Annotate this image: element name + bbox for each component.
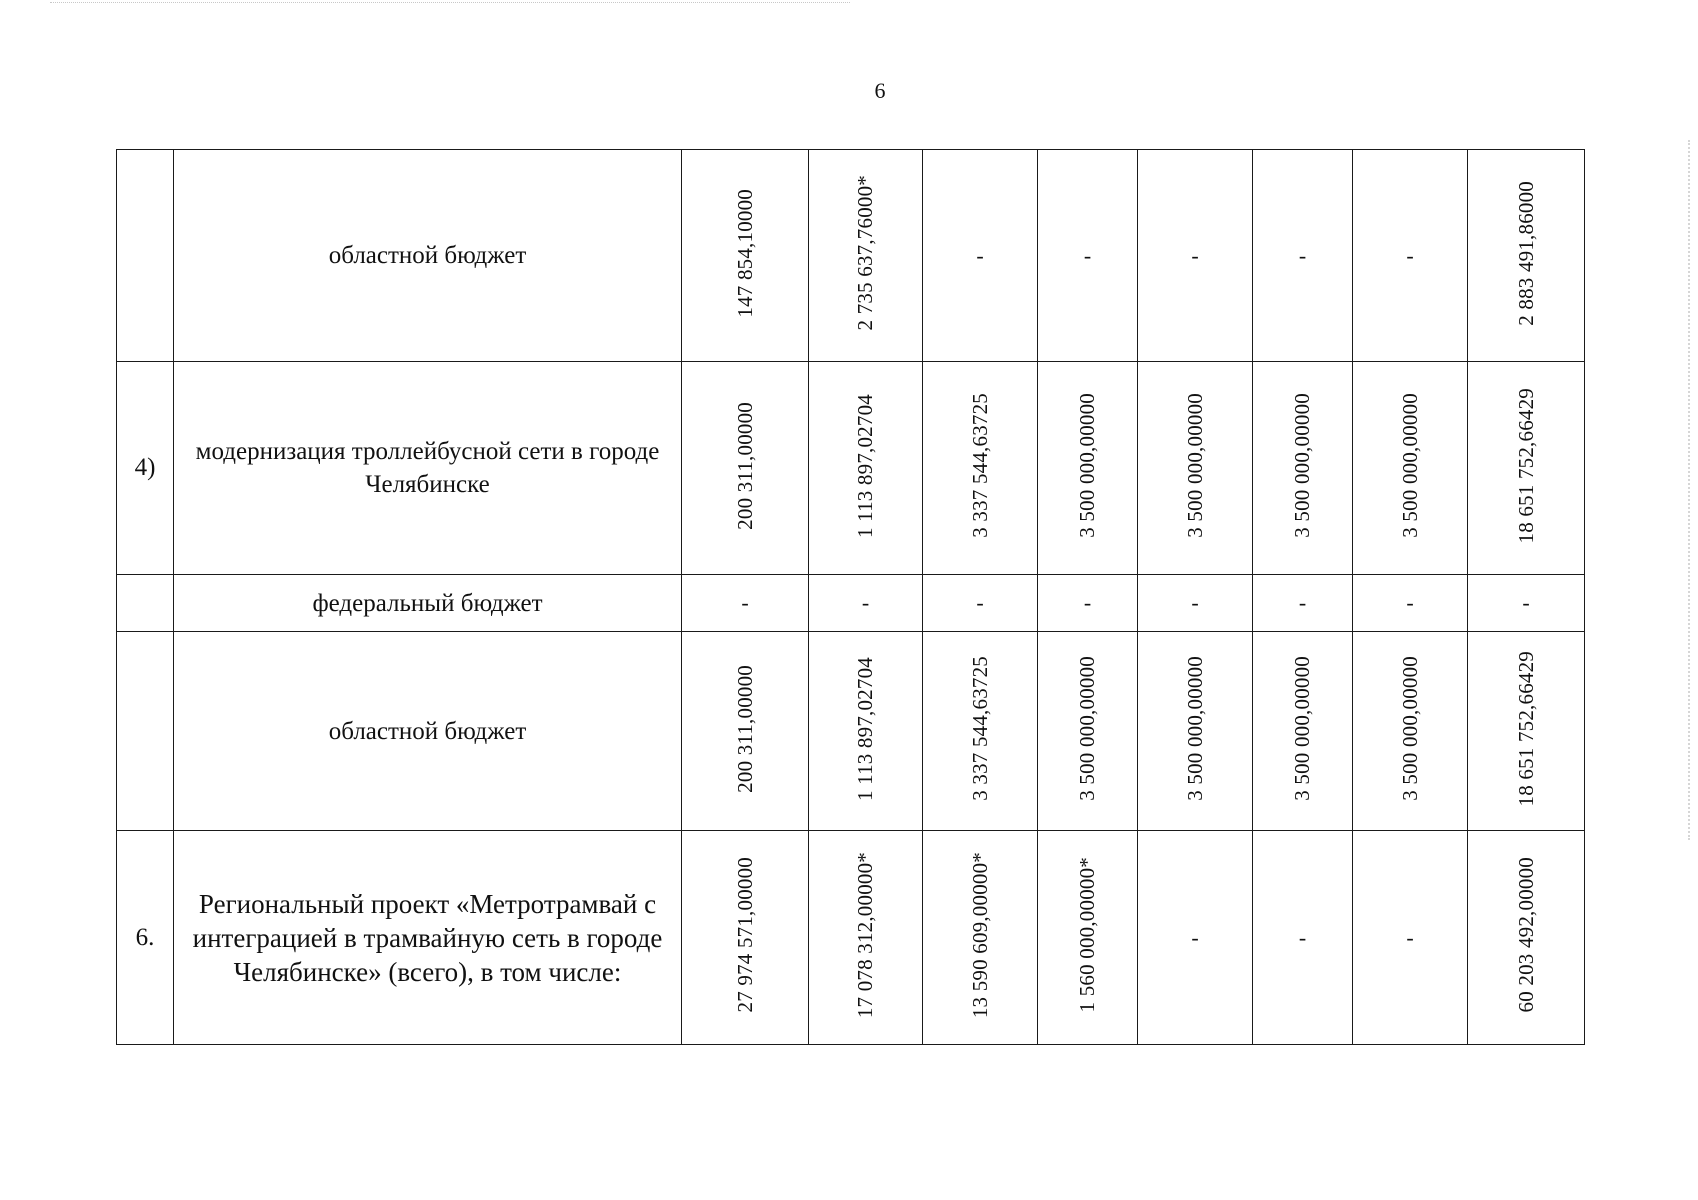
value-text: 147 854,10000 xyxy=(732,188,757,318)
value-text: 18 651 752,66429 xyxy=(1513,650,1538,807)
value-cell xyxy=(1253,150,1353,362)
value-text: - xyxy=(1298,924,1307,950)
value-cell xyxy=(923,632,1038,831)
table-row xyxy=(117,632,1585,831)
value-cell xyxy=(1138,575,1253,632)
budget-table xyxy=(116,149,1585,1045)
value-cell xyxy=(1468,831,1585,1045)
value-cell xyxy=(1468,632,1585,831)
value-cell xyxy=(1138,362,1253,575)
value-text: 2 735 637,76000* xyxy=(853,175,877,331)
value-cell xyxy=(1038,831,1138,1045)
value-cell xyxy=(809,632,923,831)
value-text: - xyxy=(976,242,984,268)
value-cell xyxy=(682,362,809,575)
value-text: - xyxy=(861,590,870,615)
value-text: - xyxy=(1406,590,1414,615)
value-cell xyxy=(1353,831,1468,1045)
value-text: 3 337 544,63725 xyxy=(967,656,992,801)
value-cell xyxy=(682,831,809,1045)
value-text: - xyxy=(1406,242,1414,268)
value-text: - xyxy=(1406,924,1414,950)
value-text: - xyxy=(741,590,749,615)
value-cell xyxy=(1038,575,1138,632)
value-cell xyxy=(682,632,809,831)
value-text: 13 590 609,00000* xyxy=(967,851,992,1019)
value-cell xyxy=(1253,575,1353,632)
value-text: - xyxy=(1522,590,1530,615)
page-number: 6 xyxy=(874,78,886,103)
value-text: - xyxy=(1191,590,1199,615)
value-cell xyxy=(923,575,1038,632)
row-number xyxy=(117,575,174,632)
value-cell xyxy=(809,150,923,362)
value-text: 1 113 897,02704 xyxy=(853,393,877,538)
row-number: 6. xyxy=(117,831,174,1045)
value-text: 3 500 000,00000 xyxy=(1290,656,1314,801)
value-text: - xyxy=(1191,924,1199,950)
value-text: 3 500 000,00000 xyxy=(1075,656,1099,801)
value-cell xyxy=(1353,575,1468,632)
value-cell xyxy=(923,362,1038,575)
row-number: 4) xyxy=(117,362,174,575)
value-text: 3 500 000,00000 xyxy=(1075,393,1099,538)
scan-artifact-right xyxy=(1688,140,1696,840)
value-text: 3 500 000,00000 xyxy=(1182,656,1207,801)
value-text: 1 560 000,00000* xyxy=(1075,857,1099,1013)
value-text: - xyxy=(1083,590,1092,615)
value-text: 17 078 312,00000* xyxy=(853,851,877,1019)
value-text: - xyxy=(976,590,984,615)
value-text: 2 883 491,86000 xyxy=(1513,180,1538,326)
value-text: 18 651 752,66429 xyxy=(1513,387,1538,544)
value-text: 3 500 000,00000 xyxy=(1397,656,1422,801)
row-number xyxy=(117,632,174,831)
value-cell xyxy=(1138,632,1253,831)
value-cell xyxy=(1468,150,1585,362)
value-cell xyxy=(1468,362,1585,575)
value-cell xyxy=(1253,831,1353,1045)
value-text: 1 113 897,02704 xyxy=(853,656,877,801)
value-cell xyxy=(1038,150,1138,362)
value-text: 3 500 000,00000 xyxy=(1290,393,1314,538)
scan-artifact-top xyxy=(50,2,850,7)
table-row xyxy=(117,831,1585,1045)
value-text: - xyxy=(1298,242,1307,268)
value-cell xyxy=(682,575,809,632)
value-text: - xyxy=(1298,590,1307,615)
value-cell xyxy=(682,150,809,362)
value-cell xyxy=(809,831,923,1045)
row-name: модернизация троллейбусной сети в городе Челябинске xyxy=(174,362,682,575)
value-text: 200 311,00000 xyxy=(732,401,757,530)
value-cell xyxy=(1038,632,1138,831)
table-row xyxy=(117,575,1585,632)
value-cell xyxy=(809,362,923,575)
table-row xyxy=(117,362,1585,575)
value-cell xyxy=(1468,575,1585,632)
row-number xyxy=(117,150,174,362)
value-text: - xyxy=(1083,242,1092,268)
value-text: 27 974 571,00000 xyxy=(732,857,757,1013)
value-text: 3 337 544,63725 xyxy=(967,393,992,538)
row-name: областной бюджет xyxy=(174,632,682,831)
value-cell xyxy=(923,150,1038,362)
row-name: Региональный проект «Метротрамвай с интеграцией в трамвайную сеть в городе Челябинске» (всего), в том числе: xyxy=(174,831,682,1045)
value-cell xyxy=(1138,831,1253,1045)
value-cell xyxy=(1353,362,1468,575)
table-row xyxy=(117,150,1585,362)
value-cell xyxy=(1038,362,1138,575)
row-name: областной бюджет xyxy=(174,150,682,362)
value-text: 200 311,00000 xyxy=(732,664,757,793)
value-cell xyxy=(923,831,1038,1045)
value-text: - xyxy=(1191,242,1199,268)
value-cell xyxy=(809,575,923,632)
value-cell xyxy=(1253,362,1353,575)
value-text: 3 500 000,00000 xyxy=(1397,393,1422,538)
value-text: 60 203 492,00000 xyxy=(1513,857,1538,1013)
value-cell xyxy=(1353,150,1468,362)
value-cell xyxy=(1253,632,1353,831)
row-name: федеральный бюджет xyxy=(174,575,682,632)
value-cell xyxy=(1353,632,1468,831)
value-cell xyxy=(1138,150,1253,362)
value-text: 3 500 000,00000 xyxy=(1182,393,1207,538)
